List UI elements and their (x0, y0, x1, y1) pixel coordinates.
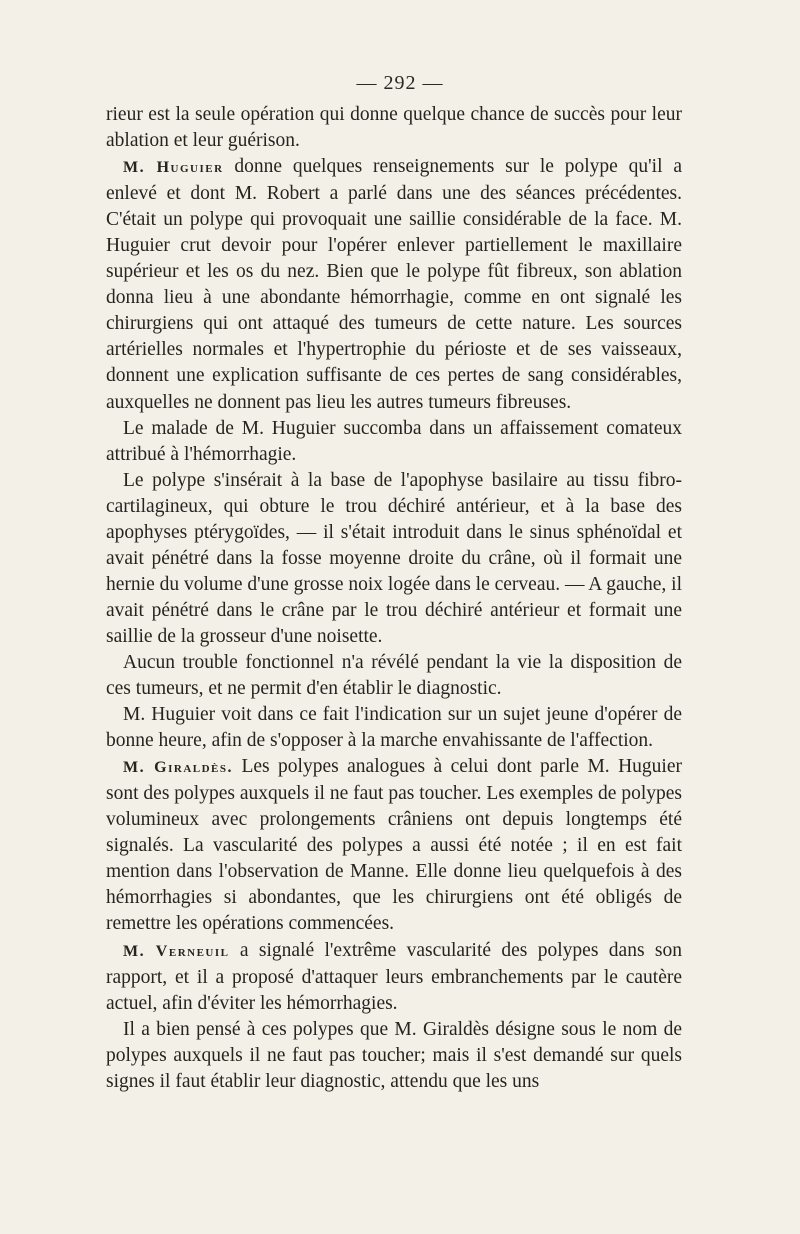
speaker-name: M. Verneuil (123, 942, 230, 960)
paragraph (106, 1017, 682, 1095)
paragraph-text: Aucun trouble fonctionnel n'a révélé pendant la vie la disposition de ces tumeurs, et ne permit d'en établir le diagnostic. (106, 651, 682, 700)
speaker-name: M. Giraldès. (123, 759, 234, 777)
paragraph-text: Il a bien pensé à ces polypes que M. Giraldès désigne sous le nom de polypes auxquels il ne faut pas toucher; mais il s'est demandé sur quels signes il faut établir leur diagnostic, attendu que les uns (106, 1018, 682, 1092)
paragraph-text: Le malade de M. Huguier succomba dans un affaissement comateux attribué à l'hémorrhagie. (106, 417, 682, 465)
paragraph-text: M. Huguier voit dans ce fait l'indication sur un sujet jeune d'opérer de bonne heure, afin de s'opposer à la marche envahissante de l'affection. (106, 704, 682, 752)
paragraph-text: rieur est la seule opération qui donne quelque chance de succès pour leur ablation et leur guérison. (106, 104, 682, 152)
paragraph-text: donne quelques renseignements sur le polype qu'il a enlevé et dont M. Robert a parlé dans une des séances précédentes. C'était un polype qui provoquait une saillie considérable de la face. M. Huguier crut devoir pour l'opérer enlever partiellement le maxillaire supérieur et les os du nez. Bien que le polype fût fibreux, son ablation donna lieu à une abondante hémorrhagie, comme en ont signalé les chirurgiens qui ont attaqué des tumeurs de cette nature. Les sources artérielles normales et l'hypertrophie du périoste et de ses vaisseaux, donnent une explication suffisante de ces pertes de sang considérables, auxquelles ne donnent pas lieu les autres tumeurs fibreuses. (106, 156, 683, 413)
paragraph (106, 416, 682, 468)
paragraph-text: Les polypes analogues à celui dont parle M. Huguier sont des polypes auxquels il ne faut pas toucher. Les exemples de polypes volumineux avec prolongements crâniens ont depuis longtemps été signalés. La vascularité des polypes a aussi été notée ; il en est fait mention dans l'observation de Manne. Elle donne lieu quelquefois à des hémorrhagies si abondantes, que les chirurgiens ont été obligés de remettre les opérations commencées. (106, 756, 683, 935)
paragraph-text: a signalé l'extrême vascularité des polypes dans son rapport, et il a proposé d'attaquer leurs embranchements par le cautère actuel, afin d'éviter les hémorrhagies. (106, 939, 682, 1014)
paragraph (106, 702, 682, 754)
paragraph (106, 754, 682, 937)
paragraph (106, 468, 682, 650)
body-text (106, 102, 682, 1095)
page-number: — 292 — (356, 72, 444, 94)
paragraph (106, 154, 682, 415)
paragraph (106, 938, 682, 1017)
paragraph (106, 102, 682, 154)
speaker-name: M. Huguier (123, 159, 224, 177)
paragraph-text: Le polype s'insérait à la base de l'apophyse basilaire au tissu fibro-cartilagineux, qui obture le trou déchiré antérieur, et à la base des apophyses ptérygoïdes, — il s'était introduit dans le sinus sphénoïdal et avait pénétré dans la fosse moyenne droite du crâne, où il formait une hernie du volume d'une grosse noix logée dans le cerveau. — A gauche, il avait pénétré dans le crâne par le trou déchiré antérieur et formait une saillie de la grosseur d'une noisette. (106, 469, 682, 647)
paragraph (106, 650, 682, 702)
